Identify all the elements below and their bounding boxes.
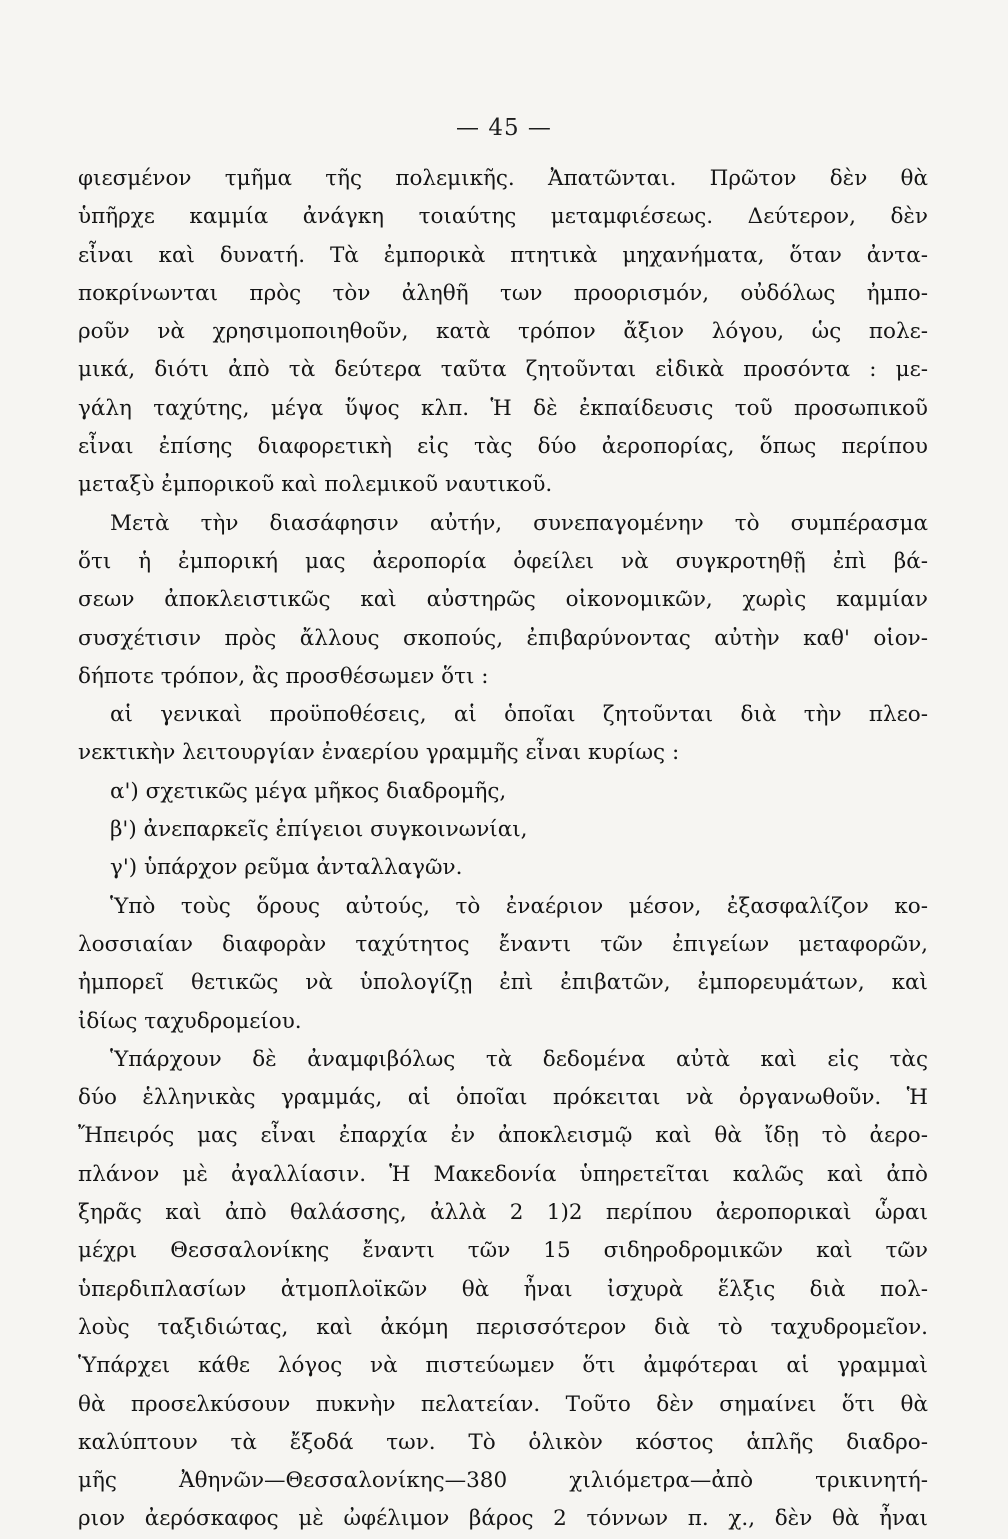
text-line: ριον ἀερόσκαφος μὲ ὠφέλιμον βάρος 2 τόννων π. χ., δὲν θὰ ἦναι [78,1506,928,1532]
text-line: δήποτε τρόπον, ἂς προσθέσωμεν ὅτι : [78,663,489,689]
list-item: γ') ὑπάρχον ρεῦμα ἀνταλλαγῶν. [110,855,463,881]
list-item: α') σχετικῶς μέγα μῆκος διαδρομῆς, [110,778,507,804]
text-line: ἰδίως ταχυδρομείου. [78,1008,302,1034]
text-line: νεκτικὴν λειτουργίαν ἐναερίου γραμμῆς εἶναι κυρίως : [78,740,680,766]
text-line: θὰ προσελκύσουν πυκνὴν πελατείαν. Τοῦτο δὲν σημαίνει ὅτι θὰ [78,1391,928,1417]
text-line: γάλη ταχύτης, μέγα ὕψος κλπ. Ἡ δὲ ἐκπαίδευσις τοῦ προσωπικοῦ [78,395,928,421]
body-text [78,160,928,1539]
text-line: Ὑπάρχει κάθε λόγος νὰ πιστεύωμεν ὅτι ἀμφότεραι αἱ γραμμαὶ [78,1353,928,1379]
text-line: ποκρίνωνται πρὸς τὸν ἀληθῆ των προορισμόν, οὐδόλως ἠμπο- [78,280,928,306]
text-line: μέχρι Θεσσαλονίκης ἔναντι τῶν 15 σιδηροδρομικῶν καὶ τῶν [78,1238,928,1264]
list-item: β') ἀνεπαρκεῖς ἐπίγειοι συγκοινωνίαι, [110,817,528,843]
text-line: Μετὰ τὴν διασάφησιν αὐτήν, συνεπαγομένην τὸ συμπέρασμα [110,510,928,536]
text-line: μεταξὺ ἐμπορικοῦ καὶ πολεμικοῦ ναυτικοῦ. [78,472,553,498]
text-line: λοσσιαίαν διαφορὰν ταχύτητος ἔναντι τῶν ἐπιγείων μεταφορῶν, [78,931,928,957]
text-line: ὅτι ἡ ἐμπορική μας ἀεροπορία ὀφείλει νὰ συγκροτηθῇ ἐπὶ βά- [78,548,928,574]
text-line: συσχέτισιν πρὸς ἄλλους σκοπούς, ἐπιβαρύνοντας αὐτὴν καθ' οἱον- [78,625,928,651]
text-line: Ὑπάρχουν δὲ ἀναμφιβόλως τὰ δεδομένα αὐτὰ καὶ εἰς τὰς [110,1046,928,1072]
text-line: ἠμπορεῖ θετικῶς νὰ ὑπολογίζῃ ἐπὶ ἐπιβατῶν, ἐμπορευμάτων, καὶ [78,970,928,996]
text-line: εἶναι καὶ δυνατή. Τὰ ἐμπορικὰ πτητικὰ μηχανήματα, ὅταν ἀντα- [78,242,928,268]
text-line: αἱ γενικαὶ προϋποθέσεις, αἱ ὁποῖαι ζητοῦνται διὰ τὴν πλεο- [110,702,928,728]
text-line: σεων ἀποκλειστικῶς καὶ αὐστηρῶς οἰκονομικῶν, χωρὶς καμμίαν [78,587,928,613]
text-line: φιεσμένον τμῆμα τῆς πολεμικῆς. Ἀπατῶνται. Πρῶτον δὲν θὰ [78,166,928,191]
text-line: μῆς Ἀθηνῶν—Θεσσαλονίκης—380 χιλιόμετρα—ἀπὸ τρικινητή- [78,1468,928,1494]
text-line: ὑπῆρχε καμμία ἀνάγκη τοιαύτης μεταμφιέσεως. Δεύτερον, δὲν [78,204,928,230]
text-line: Ἤπειρός μας εἶναι ἐπαρχία ἐν ἀποκλεισμῷ καὶ θὰ ἴδῃ τὸ ἀερο- [78,1123,928,1149]
page-number: — 45 — [456,115,552,141]
text-line: Ὑπὸ τοὺς ὅρους αὐτούς, τὸ ἐναέριον μέσον, ἐξασφαλίζον κο- [110,893,928,919]
text-line: καλύπτουν τὰ ἔξοδά των. Τὸ ὁλικὸν κόστος ἁπλῆς διαδρο- [78,1429,928,1455]
text-line: ὑπερδιπλασίων ἀτμοπλοϊκῶν θὰ ἦναι ἰσχυρὰ ἕλξις διὰ πολ- [78,1276,928,1302]
text-line: δύο ἑλληνικὰς γραμμάς, αἱ ὁποῖαι πρόκειται νὰ ὀργανωθοῦν. Ἡ [78,1085,928,1111]
text-line: ροῦν νὰ χρησιμοποιηθοῦν, κατὰ τρόπον ἄξιον λόγου, ὡς πολε- [78,319,928,345]
text-line: εἶναι ἐπίσης διαφορετικὴ εἰς τὰς δύο ἀεροπορίας, ὅπως περίπου [78,434,928,460]
text-line: λοὺς ταξιδιώτας, καὶ ἀκόμη περισσότερον διὰ τὸ ταχυδρομεῖον. [78,1314,928,1340]
text-line: μικά, διότι ἀπὸ τὰ δεύτερα ταῦτα ζητοῦνται εἰδικὰ προσόντα : με- [78,357,928,383]
text-line: ξηρᾶς καὶ ἀπὸ θαλάσσης, ἀλλὰ 2 1)2 περίπου ἀεροπορικαὶ ὧραι [78,1200,928,1226]
text-line: πλάνον μὲ ἀγαλλίασιν. Ἡ Μακεδονία ὑπηρετεῖται καλῶς καὶ ἀπὸ [78,1161,928,1187]
